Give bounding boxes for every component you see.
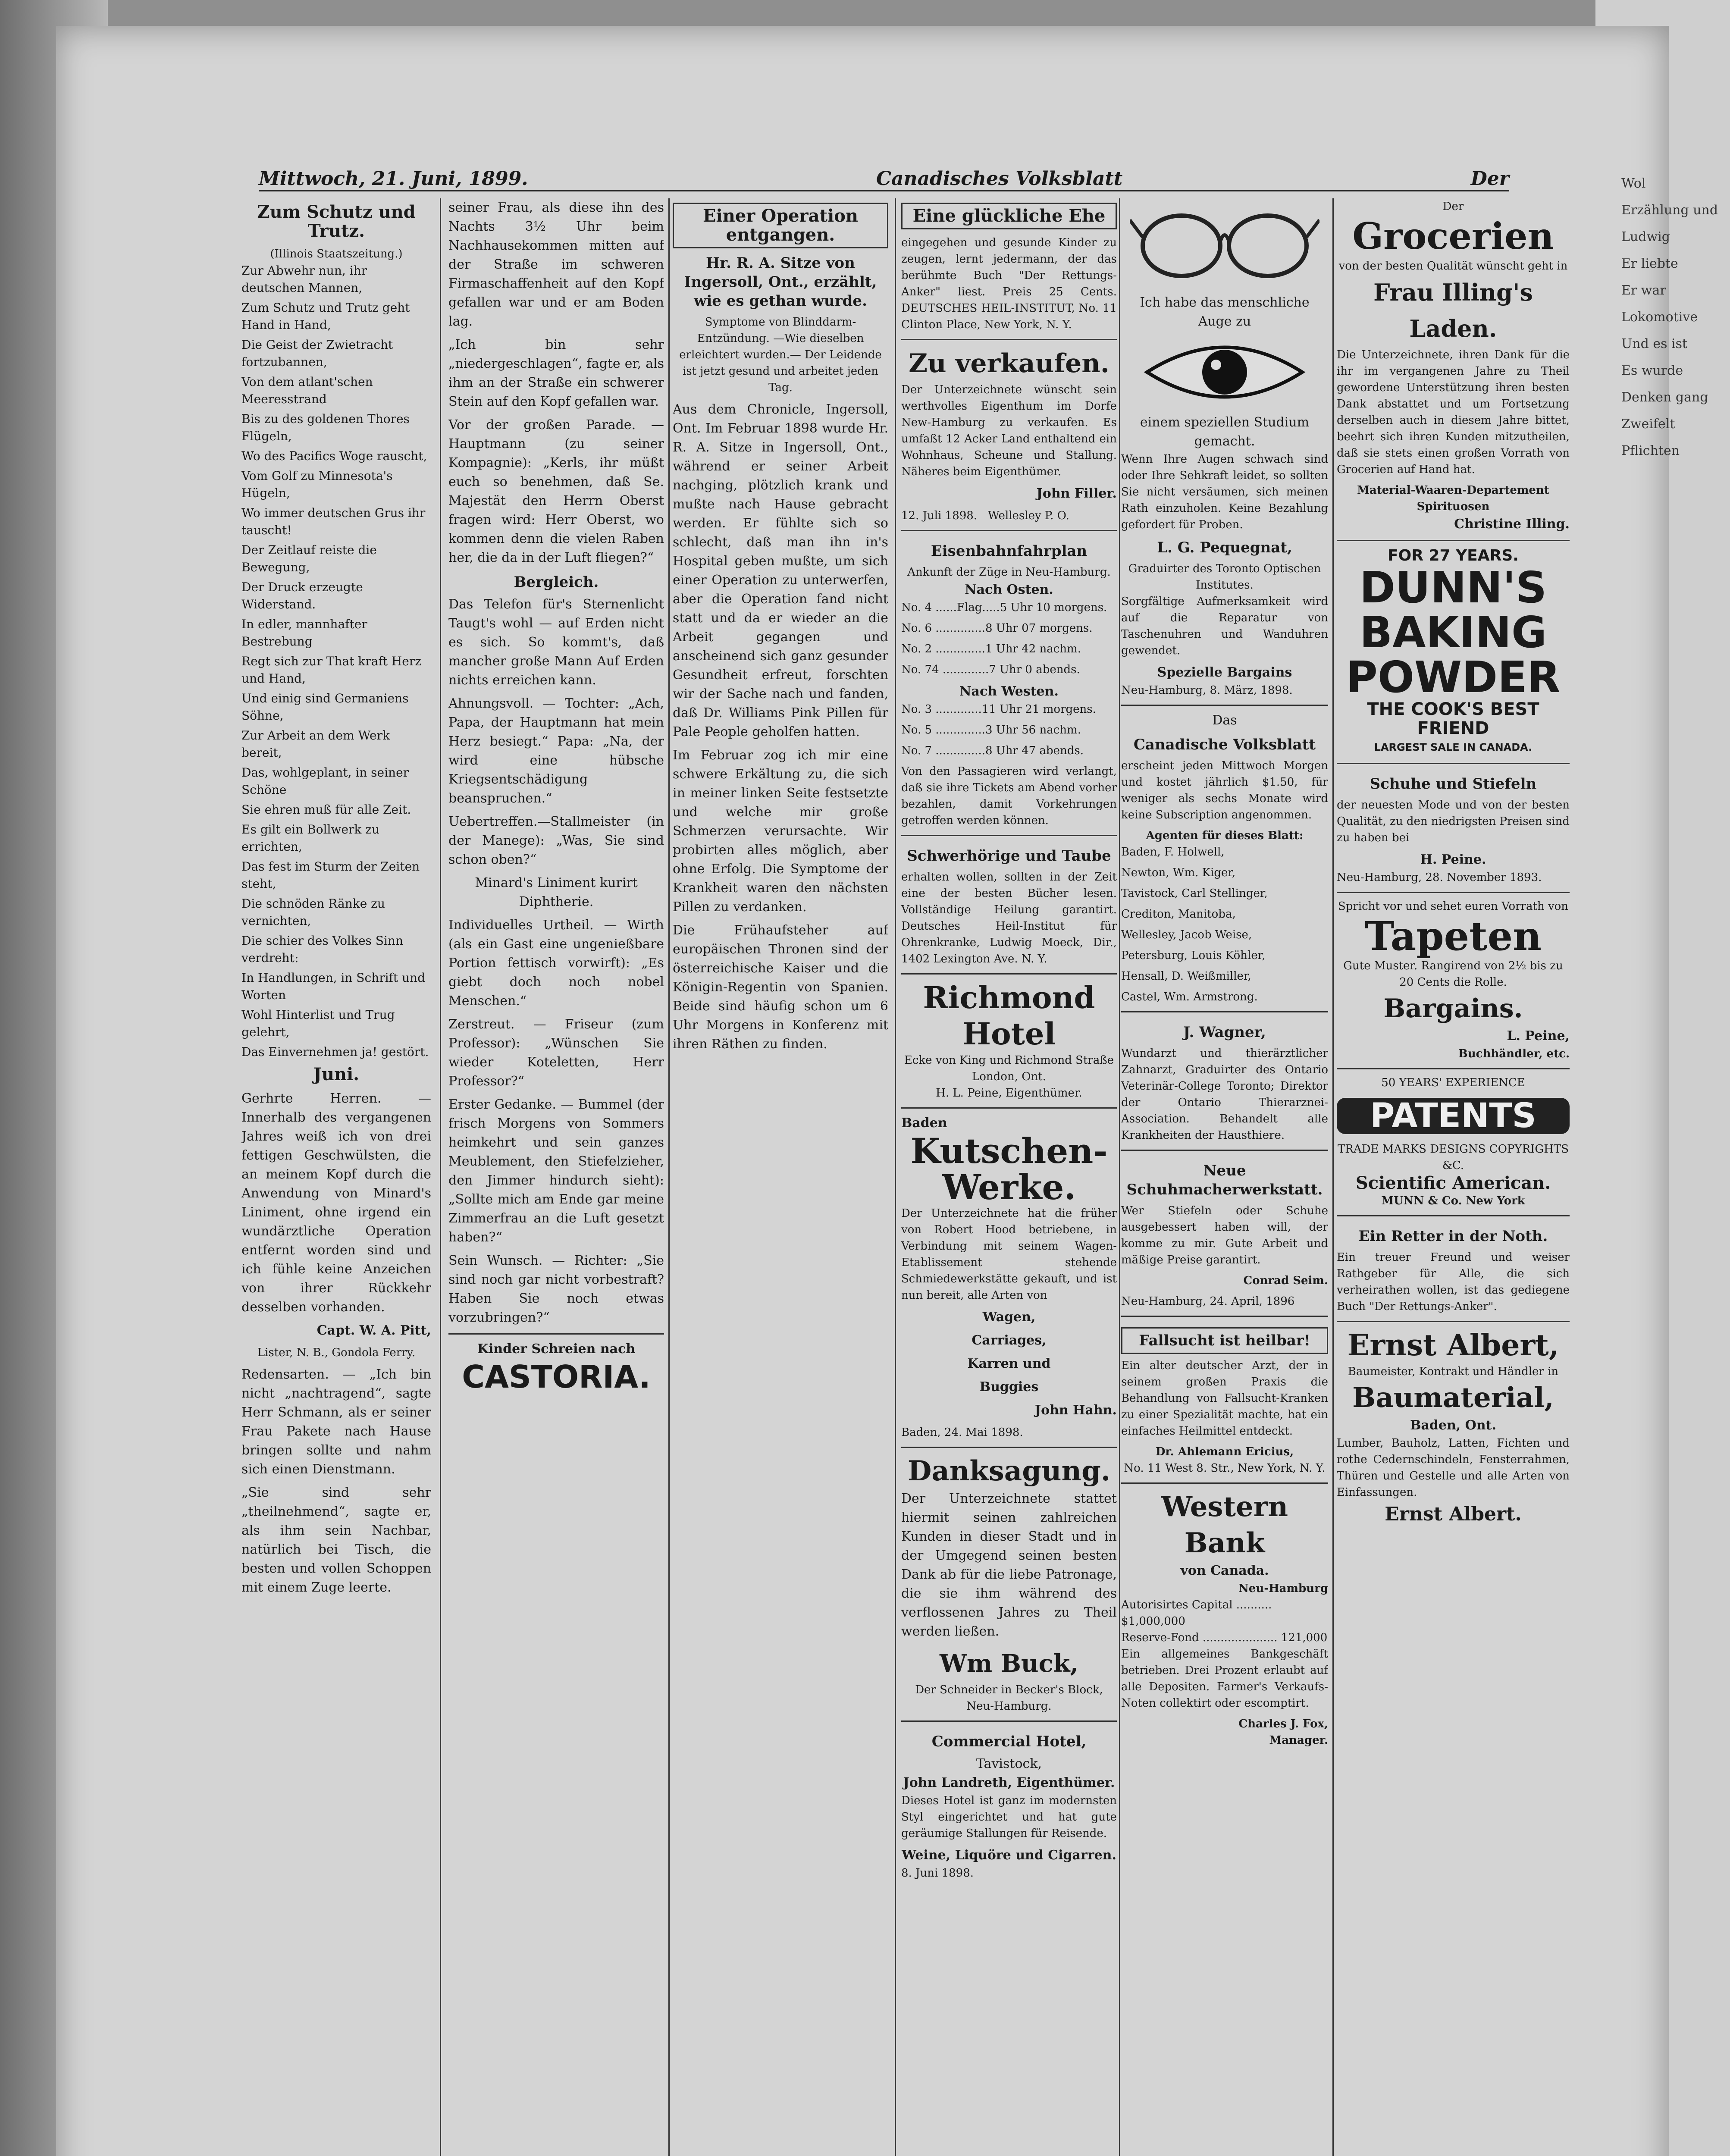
poem-line: Bis zu des goldenen Thores Flügeln, bbox=[241, 412, 410, 443]
ad-top: 50 YEARS' EXPERIENCE bbox=[1381, 1076, 1525, 1089]
operation-article-lead: Symptome von Blinddarm-Entzündung. —Wie dieselben erleichtert wurden.— Der Leidende ist jetzt gesund und arbeitet jeden Tag. bbox=[679, 316, 882, 394]
patents-ad bbox=[1337, 1068, 1570, 1209]
poem-line: In Handlungen, in Schrift und Worten bbox=[241, 971, 426, 1002]
ad-title: Zu verkaufen. bbox=[909, 348, 1109, 379]
ad-item: Buggies bbox=[979, 1379, 1039, 1395]
ad-title: Neue Schuhmacherwerkstatt. bbox=[1126, 1162, 1323, 1198]
ad-title-3: POWDER bbox=[1346, 652, 1561, 702]
ad-reserve: Reserve-Fond ..................... 121,000 bbox=[1121, 1631, 1328, 1644]
fragment-line: Erzählung und bbox=[1621, 203, 1718, 218]
ad-item: Karren und bbox=[967, 1356, 1051, 1371]
ad-text: Dieses Hotel ist ganz im modernsten Styl eingerichtet und hat gute geräumige Stallungen für Reisende. bbox=[901, 1794, 1117, 1840]
ad-name-sub: Graduirter des Toronto Optischen Institutes. bbox=[1128, 562, 1321, 592]
ad-date: Baden, 24. Mai 1898. bbox=[901, 1426, 1023, 1439]
poem-line: Zur Abwehr nun, ihr deutschen Mannen, bbox=[241, 263, 367, 295]
poem-line: In edler, mannhafter Bestrebung bbox=[241, 617, 367, 649]
ad-text: erhalten wollen, sollten in der Zeit eine der besten Bücher lesen. Vollständige Heilung garantirt. Deutsches Heil-Institut für Ohrenkranke, Ludwig Moeck, Dir., 1402 Lexington Ave. N. Y. bbox=[901, 871, 1117, 965]
timetable-row: No. 7 ..............8 Uhr 47 abends. bbox=[901, 744, 1084, 757]
article-text: Im Februar zog ich mir eine schwere Erkältung zu, die sich in meiner linken Seite festsetzte und welche mir große Schmerzen verursachte. Wir probirten alles möglich, aber ohne Erfolg. Die Symptome der Krankheit waren den nächsten Pillen zu verdanken. bbox=[673, 748, 888, 915]
poem-line: Sie ehren muß für alle Zeit. bbox=[241, 802, 411, 817]
timetable-title: Eisenbahnfahrplan bbox=[931, 542, 1088, 560]
castoria-ad bbox=[448, 1333, 664, 1395]
poem-line: Zum Schutz und Trutz geht Hand in Hand, bbox=[241, 301, 410, 332]
article-text: „Sie sind sehr „theilnehmend“, sagte er, als ihm sein Nachbar, natürlich bei Tisch, die besten und vollen Schoppen mit einem Zuge leerte. bbox=[241, 1485, 431, 1595]
ad-date: Neu-Hamburg, 28. November 1893. bbox=[1337, 871, 1542, 884]
ad-date: 12. Juli 1898. Wellesley P. O. bbox=[901, 509, 1069, 522]
column-rule bbox=[1119, 198, 1120, 2156]
ad-text: Ein alter deutscher Arzt, der in seinem großen Praxis die Behandlung von Fallsucht-Kranken zu einer Spezialität machte, hat ein einfaches Heilmittel entdeckt. bbox=[1121, 1359, 1328, 1438]
ad-title: Commercial Hotel, bbox=[931, 1733, 1087, 1750]
ad-main: Baumaterial, bbox=[1352, 1382, 1554, 1414]
danksagung-ad bbox=[901, 1447, 1117, 1714]
ad-spirits: Spirituosen bbox=[1417, 500, 1490, 513]
ad-text: Sorgfältige Aufmerksamkeit wird auf die Reparatur von Taschenuhren und Wanduhren gewendet. bbox=[1121, 595, 1328, 657]
ad-pre: Spricht vor und sehet euren Vorrath von bbox=[1338, 900, 1569, 913]
ad-text: Ein treuer Freund und weiser Rathgeber für Alle, die sich verheirathen wollen, ist das gediegene Buch "Der Rettungs-Anker". bbox=[1337, 1251, 1570, 1313]
timetable-row: No. 5 ..............3 Uhr 56 nachm. bbox=[901, 724, 1081, 736]
masthead-right-label: Der bbox=[1470, 168, 1509, 190]
timetable-west-label: Nach Westen. bbox=[959, 684, 1059, 699]
ad-signature-sub: Buchhändler, etc. bbox=[1458, 1047, 1570, 1060]
anecdote: Vor der großen Parade. — Hauptmann (zu seiner Kompagnie): „Kerls, ihr müßt euch so benehmen, daß Se. Majestät den Herrn Oberst fragen wird: Herr Oberst, wo kommen denn die vielen Raben her, die da in der Luft fliegen?“ bbox=[448, 417, 664, 565]
agent-entry: Hensall, D. Weißmiller, bbox=[1121, 970, 1251, 983]
column-rule bbox=[1332, 198, 1334, 2156]
poem-line: Wo immer deutschen Grus ihr tauscht! bbox=[241, 506, 426, 537]
poem-title: Zum Schutz und Trutz. bbox=[257, 202, 416, 241]
ad-signature: Ernst Albert. bbox=[1385, 1503, 1522, 1525]
fragment-line: Es wurde bbox=[1621, 363, 1683, 378]
article-title-juni: Juni. bbox=[313, 1064, 360, 1084]
schuhe-stiefeln-ad bbox=[1337, 763, 1570, 886]
ad-text: Wer Stiefeln oder Schuhe ausgebessert haben will, der komme zu mir. Gute Arbeit und mäßige Preise garantirt. bbox=[1121, 1204, 1328, 1266]
retter-ad bbox=[1337, 1215, 1570, 1315]
ad-date: Neu-Hamburg, 8. März, 1898. bbox=[1121, 684, 1293, 697]
grocerien-ad bbox=[1337, 198, 1570, 534]
ad-pre: Baden bbox=[901, 1116, 947, 1131]
ad-subtitle: TRADE MARKS DESIGNS COPYRIGHTS &C. bbox=[1337, 1143, 1569, 1172]
ad-signature: Conrad Seim. bbox=[1243, 1274, 1328, 1287]
fragment-line: Lokomotive bbox=[1621, 310, 1698, 325]
ad-signature: Christine Illing. bbox=[1454, 517, 1570, 532]
poem-line: Das, wohlgeplant, in seiner Schöne bbox=[241, 765, 409, 797]
eye-icon bbox=[1143, 335, 1307, 409]
ad-text: Der Unterzeichnete stattet hiermit seinen zahlreichen Kunden in dieser Stadt und in der Umgegend seinen besten Dank ab für die liebe Patronage, die sie ihm während des verflossenen Jahres zu Theil werden ließen. bbox=[901, 1491, 1117, 1639]
ad-signature: Charles J. Fox, bbox=[1238, 1717, 1328, 1730]
ad-title: Western Bank bbox=[1161, 1491, 1288, 1559]
agents-list bbox=[1121, 844, 1328, 1005]
ad-date: 8. Juni 1898. bbox=[901, 1867, 974, 1880]
ad-subtitle: Baumeister, Kontrakt und Händler in bbox=[1348, 1365, 1559, 1378]
poem-body bbox=[241, 262, 431, 1061]
ad-title: Kutschen-Werke. bbox=[910, 1131, 1108, 1207]
ad-title: Richmond Hotel bbox=[923, 980, 1095, 1052]
optician-ad bbox=[1121, 203, 1328, 699]
signature-place: Lister, N. B., Gondola Ferry. bbox=[257, 1346, 416, 1359]
western-bank-ad bbox=[1121, 1482, 1328, 1749]
operation-article-subtitle: Hr. R. A. Sitze von Ingersoll, Ont., erzählt, wie es gethan wurde. bbox=[684, 254, 877, 310]
volksblatt-ad bbox=[1121, 705, 1328, 1005]
poem-line: Die Geist der Zwietracht fortzubannen, bbox=[241, 338, 393, 369]
anecdote: Das Telefon für's Sternenlicht Taugt's wohl — auf Erden nicht es sich. So kommt's, daß mancher große Mann Auf Erden nichts erreichen kann. bbox=[448, 597, 664, 688]
poem-line: Und einig sind Germaniens Söhne, bbox=[241, 691, 409, 723]
tapeten-ad bbox=[1337, 892, 1570, 1062]
anecdote: Ahnungsvoll. — Tochter: „Ach, Papa, der Hauptmann hat mein Herz besiegt.“ Papa: „Na, der wird eine hübsche Kriegsentschädigung beanspruchen.“ bbox=[448, 696, 664, 806]
timetable-row: No. 3 .............11 Uhr 21 morgens. bbox=[901, 703, 1096, 716]
timetable-east-rows bbox=[901, 599, 1117, 678]
ad-signature-sub: Der Schneider in Becker's Block, Neu-Hamburg. bbox=[915, 1683, 1103, 1713]
poem-line: Vom Golf zu Minnesota's Hügeln, bbox=[241, 469, 393, 500]
ad-signature: L. Peine, bbox=[1507, 1028, 1570, 1044]
ad-subtitle: von Canada. bbox=[1180, 1563, 1269, 1578]
ad-text: Wenn Ihre Augen schwach sind oder Ihre Sehkraft leidet, so sollten Sie nicht versäumen, sich meinen Rath einzuholen. Keine Bezahlung gefordert für Proben. bbox=[1121, 453, 1328, 531]
column-rule bbox=[895, 198, 896, 2156]
timetable-row: No. 6 ..............8 Uhr 07 morgens. bbox=[901, 622, 1093, 635]
masthead-paper-name: Canadisches Volksblatt bbox=[876, 168, 1123, 190]
anecdote: Zerstreut. — Friseur (zum Professor): „Wünschen Sie wieder Koteletten, Herr Professor?“ bbox=[448, 1017, 664, 1089]
ad-title: Ernst Albert, bbox=[1347, 1328, 1559, 1363]
ad-title: Schwerhörige und Taube bbox=[907, 847, 1111, 865]
ad-text: Der Unterzeichnete hat die früher von Robert Hood betriebene, in Verbindung mit seinem Wagen-Etablissement stehende Schmiedewerkstätte gekauft, und ist nun bereit, alle Arten von bbox=[901, 1207, 1117, 1302]
ad-text: Gute Muster. Rangirend von 2½ bis zu 20 Cents die Rolle. bbox=[1343, 959, 1563, 989]
agent-entry: Petersburg, Louis Köhler, bbox=[1121, 949, 1266, 962]
poem-line: Wo des Pacifics Woge rauscht, bbox=[241, 449, 427, 463]
poem-source: (Illinois Staatszeitung.) bbox=[270, 248, 403, 260]
ad-subtitle: von der besten Qualität wünscht geht in bbox=[1338, 260, 1568, 273]
timetable-row: No. 74 .............7 Uhr 0 abends. bbox=[901, 663, 1080, 676]
signature: Capt. W. A. Pitt, bbox=[317, 1323, 431, 1338]
fragment-line: Und es ist bbox=[1621, 336, 1688, 351]
ad-title: Eine glückliche Ehe bbox=[901, 203, 1117, 229]
masthead bbox=[259, 160, 1509, 191]
fragment-line: Wol bbox=[1621, 176, 1646, 191]
anecdote: Individuelles Urtheil. — Wirth (als ein Gast eine ungenießbare Portion fettisch vorwirft): „Es giebt doch noch nobel Menschen.“ bbox=[448, 918, 664, 1009]
column-5 bbox=[1121, 198, 1328, 2156]
ad-signature-sub: Manager. bbox=[1269, 1734, 1328, 1747]
agent-entry: Tavistock, Carl Stellinger, bbox=[1121, 887, 1268, 900]
ad-dept: Material-Waaren-Departement bbox=[1357, 484, 1549, 497]
poem-line: Regt sich zur That kraft Herz und Hand, bbox=[241, 654, 421, 686]
ad-item: Wagen, bbox=[982, 1310, 1036, 1325]
fragment-line: Denken gang bbox=[1621, 390, 1708, 405]
poem-line: Es gilt ein Bollwerk zu errichten, bbox=[241, 822, 380, 854]
ad-signature: Dr. Ahlemann Ericius, bbox=[1155, 1445, 1294, 1458]
ad-title: Ein Retter in der Noth. bbox=[1358, 1228, 1548, 1245]
poem-line: Der Druck erzeugte Widerstand. bbox=[241, 580, 363, 611]
timetable-subtitle: Ankunft der Züge in Neu-Hamburg. bbox=[907, 566, 1111, 579]
ad-signature: John Hahn. bbox=[1034, 1403, 1117, 1418]
ad-caption: einem speziellen Studium gemacht. bbox=[1140, 415, 1310, 449]
ad-title: J. Wagner, bbox=[1183, 1024, 1266, 1041]
ad-top: FOR 27 YEARS. bbox=[1388, 547, 1519, 564]
anecdote: seiner Frau, als diese ihn des Nachts 3½ Uhr beim Nachhausekommen mitten auf der Straße im schweren Firmaschaffenheit auf den Kopf gefallen war und er am Boden lag. bbox=[448, 200, 664, 329]
ad-tagline-2: LARGEST SALE IN CANADA. bbox=[1374, 741, 1533, 753]
railway-timetable bbox=[901, 530, 1117, 829]
poem-line: Wohl Hinterlist und Trug gelehrt, bbox=[241, 1008, 395, 1039]
agent-entry: Castel, Wm. Armstrong. bbox=[1121, 990, 1258, 1003]
fragment-line: Pflichten bbox=[1621, 443, 1680, 458]
poem-line: Von dem atlant'schen Meeresstrand bbox=[241, 375, 373, 406]
column-6 bbox=[1337, 198, 1570, 2156]
ernst-albert-ad bbox=[1337, 1321, 1570, 1524]
ad-signature-sub: No. 11 West 8. Str., New York, N. Y. bbox=[1124, 1462, 1326, 1475]
fragment-line: Ludwig bbox=[1621, 229, 1670, 244]
poem-line: Das fest im Sturm der Zeiten steht, bbox=[241, 859, 420, 891]
poem-line: Die schnöden Ränke zu vernichten, bbox=[241, 896, 385, 928]
ad-place: Neu-Hamburg bbox=[1238, 1582, 1328, 1595]
schwerhoerige-ad bbox=[901, 835, 1117, 967]
column-2 bbox=[448, 198, 664, 2156]
timetable-west-rows bbox=[901, 701, 1117, 759]
poem-line: Das Einvernehmen ja! gestört. bbox=[241, 1045, 429, 1059]
ad-text: eingegehen und gesunde Kinder zu zeugen, lernt jedermann, der das berühmte Buch "Der Rettungs-Anker" liest. Preis 25 Cents. DEUTSCHES HEIL-INSTITUT, No. 11 Clinton Place, New York, N. Y. bbox=[901, 236, 1117, 331]
fragment-line: Er liebte bbox=[1621, 256, 1678, 271]
ad-tagline: THE COOK'S BEST FRIEND bbox=[1367, 699, 1539, 738]
ad-signature: Wm Buck, bbox=[939, 1649, 1079, 1678]
liniment-note: Minard's Liniment kurirt Diphtherie. bbox=[475, 875, 638, 909]
ad-place: Tavistock, bbox=[976, 1756, 1042, 1771]
ad-text: Ein allgemeines Bankgeschäft betrieben. Drei Prozent erlaubt auf alle Depositen. Farmer's Verkaufs-Noten collektirt oder escomptirt. bbox=[1121, 1648, 1328, 1710]
poem-line: Zur Arbeit an dem Werk bereit, bbox=[241, 728, 390, 760]
anecdote: „Ich bin sehr „niedergeschlagen“, fagte er, als ihm an der Straße ein schwerer Stein auf den Kopf gefallen war. bbox=[448, 337, 664, 409]
ad-caption: Ich habe das menschliche Auge zu bbox=[1140, 295, 1310, 329]
column-rule bbox=[668, 198, 670, 2156]
richmond-hotel-ad bbox=[901, 973, 1117, 1101]
timetable-row: No. 2 ..............1 Uhr 42 nachm. bbox=[901, 642, 1081, 655]
ad-item: Carriages, bbox=[972, 1333, 1047, 1348]
ad-items bbox=[901, 1308, 1117, 1397]
ad-capital: Autorisirtes Capital .......... $1,000,000 bbox=[1121, 1598, 1272, 1628]
ad-title: Schuhe und Stiefeln bbox=[1370, 775, 1537, 793]
castoria-ad-top: Kinder Schreien nach bbox=[477, 1341, 636, 1357]
ad-munn: MUNN & Co. New York bbox=[1381, 1194, 1525, 1207]
next-page-column-fragment bbox=[1621, 172, 1725, 467]
patents-logo bbox=[1337, 1098, 1570, 1134]
timetable-note: Von den Passagieren wird verlangt, daß sie ihre Tickets am Abend vorher bezahlen, damit Vorkehrungen getroffen werden können. bbox=[901, 765, 1117, 827]
masthead-date: Mittwoch, 21. Juni, 1899. bbox=[259, 168, 528, 190]
agent-entry: Wellesley, Jacob Weise, bbox=[1121, 928, 1252, 941]
wagner-ad bbox=[1121, 1011, 1328, 1144]
ad-address: Ecke von King und Richmond Straße London, Ont. bbox=[904, 1054, 1114, 1083]
ad-bargains: Spezielle Bargains bbox=[1157, 665, 1292, 680]
ad-text: der neuesten Mode und von der besten Qualität, zu den niedrigsten Preisen sind zu haben bei bbox=[1337, 799, 1570, 844]
ad-date: Neu-Hamburg, 24. April, 1896 bbox=[1121, 1295, 1295, 1308]
ad-title: Danksagung. bbox=[907, 1455, 1111, 1487]
agents-heading: Agenten für dieses Blatt: bbox=[1146, 829, 1304, 842]
column-1 bbox=[241, 198, 431, 2156]
schuhmacher-ad bbox=[1121, 1150, 1328, 1310]
fragment-line: Zweifelt bbox=[1621, 417, 1675, 432]
ad-place: Baden, Ont. bbox=[1410, 1418, 1496, 1433]
ad-text: erscheint jeden Mittwoch Morgen und kostet jährlich $1.50, für weniger als sechs Monate wird keine Subscription angenommen. bbox=[1121, 759, 1328, 821]
ad-title-1: DUNN'S bbox=[1359, 562, 1547, 613]
ad-store: Frau Illing's Laden. bbox=[1373, 279, 1533, 342]
poem-line: Die schier des Volkes Sinn verdreht: bbox=[241, 934, 404, 965]
ad-title: Fallsucht ist heilbar! bbox=[1121, 1327, 1328, 1354]
anecdote: Uebertreffen.—Stallmeister (in der Manege): „Was, Sie sind schon oben?“ bbox=[448, 814, 664, 867]
ad-text: Wundarzt und thierärztlicher Zahnarzt, Graduirter des Ontario Veterinär-College Toronto; Direktor der Ontario Thierarznei-Association. Behandelt alle Krankheiten der Hausthiere. bbox=[1121, 1047, 1328, 1142]
agent-entry: Newton, Wm. Kiger, bbox=[1121, 866, 1236, 879]
commercial-hotel-ad bbox=[901, 1720, 1117, 1881]
anecdote: Erster Gedanke. — Bummel (der frisch Morgens von Sommers heimkehrt und sein ganzes Meublement, den Stiefelzieher, den Jimmer hindurch sieht): „Sollte mich am Ende gar meine Zimmerfrau an die Luft gesetzt haben?“ bbox=[448, 1097, 664, 1245]
anecdote: Sein Wunsch. — Richter: „Sie sind noch gar nicht vorbestraft? Haben Sie noch etwas vorzubringen?“ bbox=[448, 1253, 664, 1325]
ad-bargains: Bargains. bbox=[1383, 993, 1523, 1024]
glueckliche-ehe-ad bbox=[901, 203, 1117, 333]
ad-items: Weine, Liquöre und Cigarren. bbox=[902, 1848, 1116, 1863]
ad-owner: H. L. Peine, Eigenthümer. bbox=[936, 1087, 1082, 1100]
ad-title: PATENTS bbox=[1370, 1097, 1536, 1135]
ad-scientific-american: Scientific American. bbox=[1355, 1173, 1551, 1193]
anecdote-headline: Bergleich. bbox=[514, 573, 599, 591]
fallsucht-ad bbox=[1121, 1316, 1328, 1476]
ad-title: Canadische Volksblatt bbox=[1133, 736, 1316, 753]
castoria-ad-title: CASTORIA. bbox=[462, 1359, 651, 1395]
ad-text: Die Unterzeichnete, ihren Dank für die ihr im vergangenen Jahre zu Theil gewordene Unterstützung ihren besten Dank abstattet und um Fortsetzung derselben auch in diesem Jahre bittet, beehrt sich ihren Kunden mitzutheilen, daß sie stets einen großen Vorrath von Grocerien auf Hand hat. bbox=[1337, 348, 1570, 476]
agent-entry: Baden, F. Holwell, bbox=[1121, 846, 1225, 859]
fragment-line: Er war bbox=[1621, 283, 1666, 298]
eyeglasses-icon bbox=[1130, 203, 1319, 289]
ad-title: Tapeten bbox=[1364, 913, 1542, 959]
ad-text: Lumber, Bauholz, Latten, Fichten und rothe Cedernschindeln, Fensterrahmen, Thüren und Gestelle und alle Arten von Einfassungen. bbox=[1337, 1437, 1570, 1499]
ad-signature: John Filler. bbox=[1036, 486, 1117, 501]
timetable-row: No. 4 ......Flag.....5 Uhr 10 morgens. bbox=[901, 601, 1107, 614]
column-rule bbox=[440, 198, 441, 2156]
article-text: Die Frühaufsteher auf europäischen Thronen sind der österreichische Kaiser und die Königin-Regentin von Spanien. Beide sind häufig schon um 6 Uhr Morgens in Konferenz mit ihren Räthen zu finden. bbox=[673, 923, 888, 1052]
ad-signature: H. Peine. bbox=[1420, 852, 1486, 867]
ad-owner: John Landreth, Eigenthümer. bbox=[903, 1775, 1115, 1790]
ad-name: L. G. Pequegnat, bbox=[1157, 539, 1292, 556]
timetable-east-label: Nach Osten. bbox=[965, 582, 1053, 597]
kutschen-werke-ad bbox=[901, 1107, 1117, 1441]
poem-line: Der Zeitlauf reiste die Bewegung, bbox=[241, 543, 377, 574]
ad-pre: Der bbox=[1442, 200, 1464, 213]
dunns-baking-powder-ad bbox=[1337, 540, 1570, 757]
article-text: Redensarten. — „Ich bin nicht „nachtragend“, sagte Herr Schmann, als er seiner Frau Pakete nach Hause bringen sollte und nahm sich einen Dienstmann. bbox=[241, 1367, 431, 1477]
ad-title-2: BAKING bbox=[1359, 607, 1547, 658]
ad-text: Der Unterzeichnete wünscht sein werthvolles Eigenthum im Dorfe New-Hamburg zu verkaufen. Es umfaßt 12 Acker Land enthaltend ein Wohnhaus, Scheune und Stallung. Näheres beim Eigenthümer. bbox=[901, 383, 1117, 478]
article-text: Gerhrte Herren. — Innerhalb des vergangenen Jahres weiß ich von drei fettigen Geschwülsten, die an meinem Kopf durch die Anwendung von Minard's Liniment, ohne irgend ein wundärztliche Operation entfernt worden sind und ich fühle keine Anzeichen von ihrer Rückkehr desselben vorhanden. bbox=[241, 1091, 431, 1315]
zu-verkaufen-ad bbox=[901, 339, 1117, 524]
ad-title: Grocerien bbox=[1352, 215, 1554, 257]
article-text: Aus dem Chronicle, Ingersoll, Ont. Im Februar 1898 wurde Hr. R. A. Sitze in Ingersoll, Ont., während er seiner Arbeit nachging, plötzlich krank und mußte nach Hause gebracht werden. Er fühlte sich so schlecht, daß man ihn in's Hospital geben mußte, um sich einer Operation zu unterwerfen, aber die Operation fand nicht statt und da er wieder an die Arbeit gegangen und anscheinend sich ganz gesunder Gesundheit erfreut, forschten wir der Sache nach und fanden, daß Dr. Williams Pink Pillen für Pale People geholfen hatten. bbox=[673, 402, 888, 740]
agent-entry: Crediton, Manitoba, bbox=[1121, 908, 1236, 921]
column-3 bbox=[673, 198, 888, 2156]
operation-article-title: Einer Operation entgangen. bbox=[673, 203, 888, 248]
ad-pre: Das bbox=[1212, 713, 1237, 728]
column-4 bbox=[901, 198, 1117, 2156]
